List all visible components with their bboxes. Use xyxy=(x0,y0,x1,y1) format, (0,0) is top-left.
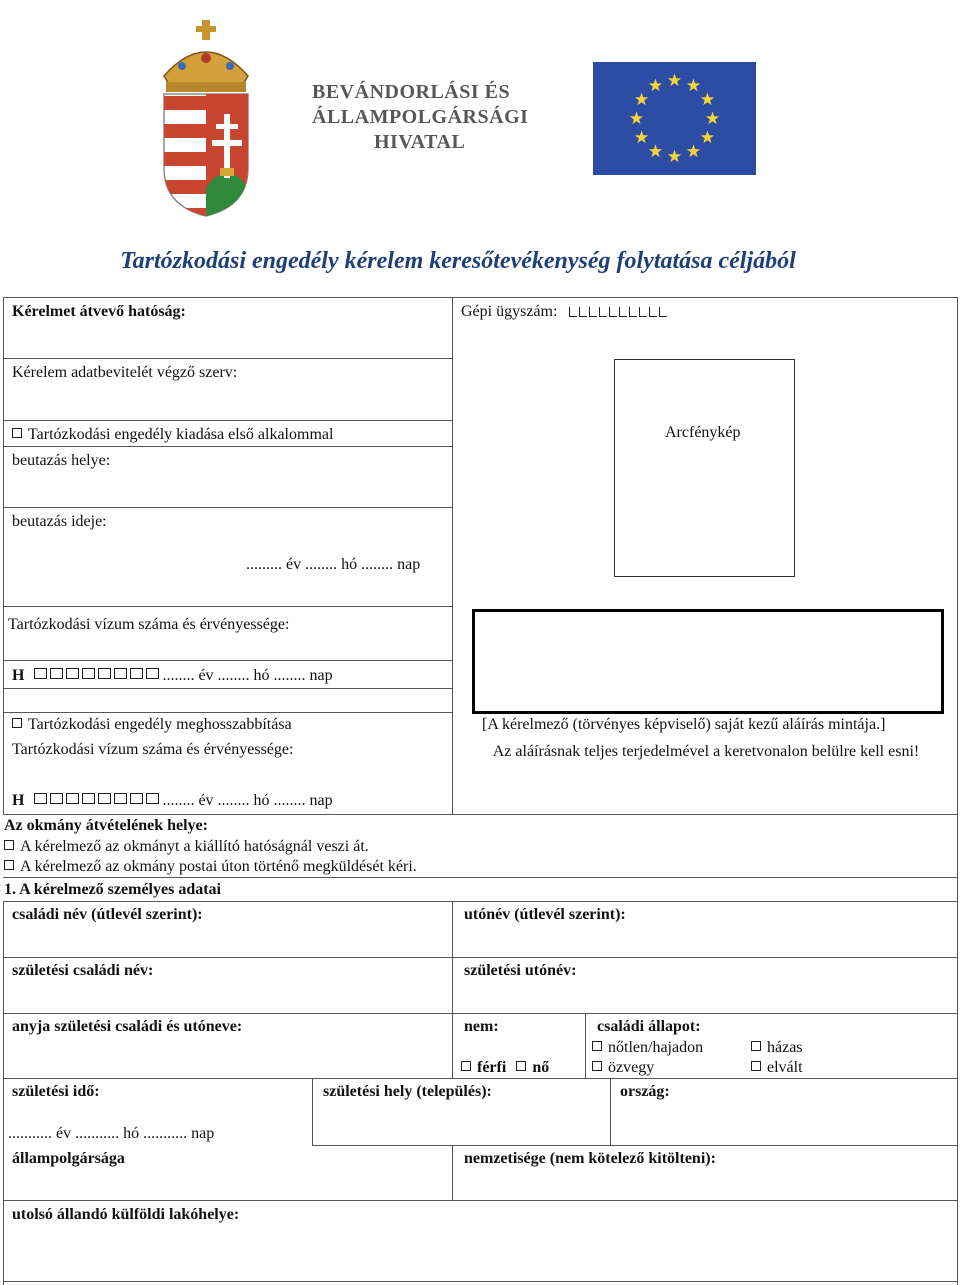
birth-given-name-label: születési utónév: xyxy=(464,962,577,979)
hungarian-coat-of-arms xyxy=(150,18,262,218)
case-number-field[interactable] xyxy=(461,303,667,321)
photo-box xyxy=(614,359,795,577)
case-number-digit[interactable] xyxy=(619,307,627,317)
collection-heading: Az okmány átvételének helye: xyxy=(4,817,208,834)
checkbox-icon[interactable] xyxy=(4,840,14,850)
sex-female-option[interactable] xyxy=(516,1059,549,1076)
checkbox-icon[interactable] xyxy=(12,428,22,438)
sex-label: nem: xyxy=(464,1018,499,1035)
digit-box[interactable] xyxy=(34,668,47,679)
country-label: ország: xyxy=(620,1083,670,1100)
digit-box[interactable] xyxy=(114,668,127,679)
signature-box[interactable] xyxy=(472,609,944,714)
citizenship-label: állampolgársága xyxy=(12,1150,125,1167)
sex-male-option[interactable] xyxy=(461,1059,506,1076)
eu-star-icon xyxy=(706,112,719,125)
marital-label: családi állapot: xyxy=(597,1018,701,1035)
entry-place-label: beutazás helye: xyxy=(12,452,111,469)
birth-place-label: születési hely (település): xyxy=(323,1083,492,1100)
marital-divorced-label: elvált xyxy=(767,1059,803,1076)
extension-label: Tartózkodási engedély meghosszabbítása xyxy=(28,716,292,733)
digit-box[interactable] xyxy=(82,668,95,679)
eu-star-icon xyxy=(687,79,700,92)
case-number-boxes xyxy=(567,303,667,320)
checkbox-icon[interactable] xyxy=(4,860,14,870)
nationality-label: nemzetisége (nem kötelező kitölteni): xyxy=(464,1150,716,1167)
signature-note: Az aláírásnak teljes terjedelmével a keretvonalon belülre kell esni! xyxy=(492,743,920,760)
first-issue-option[interactable] xyxy=(12,426,333,444)
checkbox-icon[interactable] xyxy=(592,1061,602,1071)
marital-single-label: nőtlen/hajadon xyxy=(608,1039,704,1056)
digit-box[interactable] xyxy=(50,668,63,679)
agency-line-1: BEVÁNDORLÁSI ÉS xyxy=(312,81,511,103)
digit-box[interactable] xyxy=(98,793,111,804)
collection-option-1[interactable] xyxy=(4,838,369,856)
eu-star-icon xyxy=(635,131,648,144)
personal-heading: 1. A kérelmező személyes adatai xyxy=(4,881,221,898)
checkbox-icon[interactable] xyxy=(751,1041,761,1051)
checkbox-icon[interactable] xyxy=(516,1061,526,1071)
sex-female-label: nő xyxy=(532,1059,550,1076)
marital-married-label: házas xyxy=(767,1039,803,1056)
eu-star-icon xyxy=(668,74,681,87)
entry-date-fill: ......... év ........ hó ........ nap xyxy=(246,556,421,573)
visa-prefix: H xyxy=(12,667,25,684)
case-number-digit[interactable] xyxy=(609,307,617,317)
collection-option-2-label: A kérelmező az okmány postai úton történő megküldését kéri. xyxy=(20,858,417,875)
visa-date-fill-2: ........ év ........ hó ........ nap xyxy=(162,792,333,809)
digit-box[interactable] xyxy=(50,793,63,804)
case-number-digit[interactable] xyxy=(569,307,577,317)
case-number-digit[interactable] xyxy=(599,307,607,317)
eu-star-icon xyxy=(649,144,662,157)
digit-box[interactable] xyxy=(66,668,79,679)
agency-line-3: HIVATAL xyxy=(374,131,466,153)
visa-number-boxes xyxy=(34,667,162,684)
eu-star-icon xyxy=(701,93,714,106)
birth-date-label: születési idő: xyxy=(12,1083,100,1100)
digit-box[interactable] xyxy=(146,668,159,679)
agency-line-2: ÁLLAMPOLGÁRSÁGI xyxy=(312,106,529,128)
data-entry-org-label: Kérelem adatbevitelét végző szerv: xyxy=(12,364,238,381)
case-number-digit[interactable] xyxy=(659,307,667,317)
extension-option[interactable] xyxy=(12,716,292,734)
checkbox-icon[interactable] xyxy=(12,718,22,728)
case-number-label: Gépi ügyszám: xyxy=(461,303,558,320)
receiving-authority-label: Kérelmet átvevő hatóság: xyxy=(12,303,186,320)
case-number-digit[interactable] xyxy=(579,307,587,317)
birth-family-name-label: születési családi név: xyxy=(12,962,154,979)
sex-male-label: férfi xyxy=(477,1059,507,1076)
birth-date-fill: ........... év ........... hó ........... nap xyxy=(8,1125,215,1142)
eu-flag xyxy=(593,62,756,175)
visa-number-label-2: Tartózkodási vízum száma és érvényessége: xyxy=(12,741,294,758)
given-name-label: utónév (útlevél szerint): xyxy=(464,906,626,923)
first-issue-label: Tartózkodási engedély kiadása első alkalommal xyxy=(28,426,334,443)
marital-single-option[interactable] xyxy=(592,1039,703,1057)
sex-options xyxy=(461,1059,549,1077)
entry-date-label: beutazás ideje: xyxy=(12,513,107,530)
digit-box[interactable] xyxy=(82,793,95,804)
digit-box[interactable] xyxy=(114,793,127,804)
eu-star-icon xyxy=(701,131,714,144)
digit-box[interactable] xyxy=(66,793,79,804)
eu-star-icon xyxy=(635,93,648,106)
case-number-digit[interactable] xyxy=(639,307,647,317)
eu-star-icon xyxy=(630,112,643,125)
case-number-digit[interactable] xyxy=(649,307,657,317)
collection-option-2[interactable] xyxy=(4,858,417,876)
checkbox-icon[interactable] xyxy=(461,1061,471,1071)
eu-star-icon xyxy=(649,79,662,92)
marital-widow-label: özvegy xyxy=(608,1059,655,1076)
collection-option-1-label: A kérelmező az okmányt a kiállító hatóságnál veszi át. xyxy=(20,838,369,855)
visa-number-row-2 xyxy=(12,792,333,810)
visa-prefix-2: H xyxy=(12,792,25,809)
checkbox-icon[interactable] xyxy=(592,1041,602,1051)
family-name-label: családi név (útlevél szerint): xyxy=(12,906,203,923)
marital-divorced-option[interactable] xyxy=(751,1059,803,1077)
digit-box[interactable] xyxy=(98,668,111,679)
marital-married-option[interactable] xyxy=(751,1039,803,1057)
mother-name-label: anyja születési családi és utóneve: xyxy=(12,1018,243,1035)
last-residence-label: utolsó állandó külföldi lakóhelye: xyxy=(12,1206,240,1223)
agency-name xyxy=(312,80,528,155)
signature-caption: [A kérelmező (törvényes képviselő) saját kezű aláírás mintája.] xyxy=(482,716,886,733)
digit-box[interactable] xyxy=(130,793,143,804)
marital-widow-option[interactable] xyxy=(592,1059,654,1077)
case-number-digit[interactable] xyxy=(629,307,637,317)
eu-star-icon xyxy=(687,144,700,157)
visa-number-boxes-2 xyxy=(34,792,162,809)
checkbox-icon[interactable] xyxy=(751,1061,761,1071)
visa-date-fill: ........ év ........ hó ........ nap xyxy=(162,667,333,684)
eu-star-icon xyxy=(668,150,681,163)
case-number-digit[interactable] xyxy=(589,307,597,317)
digit-box[interactable] xyxy=(130,668,143,679)
photo-label: Arcfénykép xyxy=(665,424,741,441)
digit-box[interactable] xyxy=(146,793,159,804)
visa-number-label: Tartózkodási vízum száma és érvényessége: xyxy=(8,616,290,633)
digit-box[interactable] xyxy=(34,793,47,804)
form-title: Tartózkodási engedély kérelem keresőtevékenység folytatása céljából xyxy=(120,248,796,274)
visa-number-row xyxy=(12,667,333,685)
